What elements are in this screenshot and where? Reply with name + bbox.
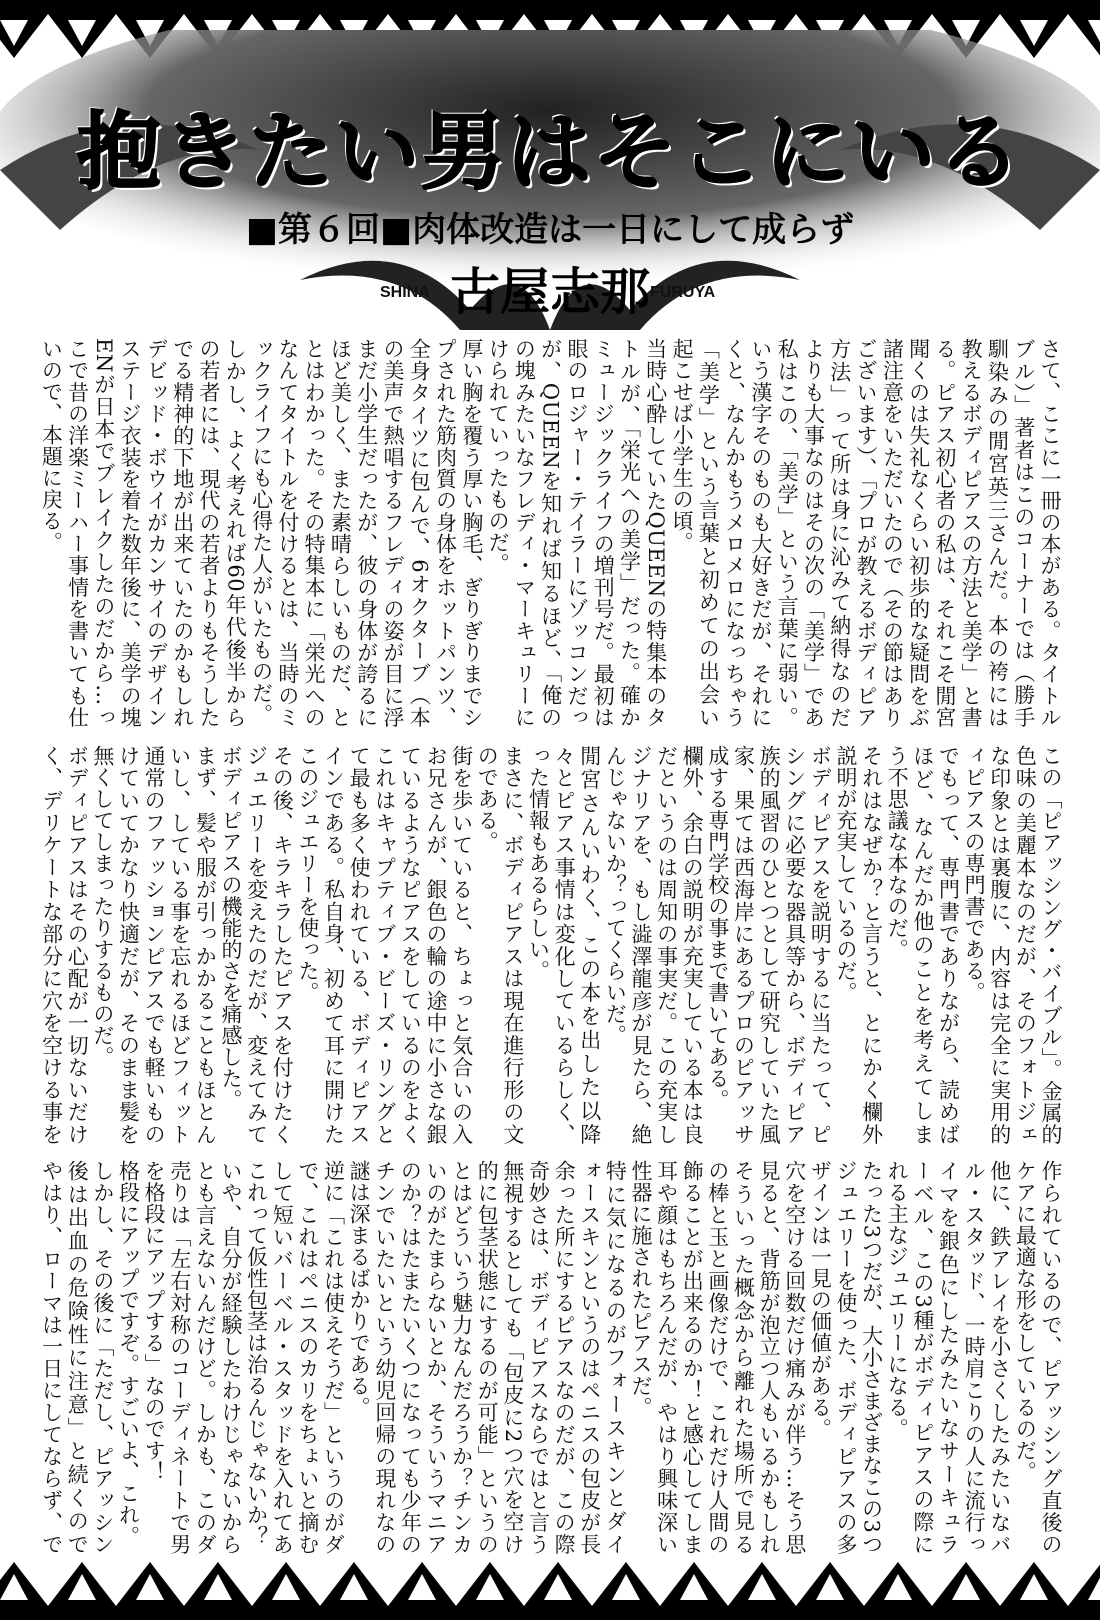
text-column: く、デリケートな部分に穴を空ける事を: [39, 745, 64, 1145]
text-column: しかし、よく考えれば60年代後半から: [223, 338, 248, 728]
text-column: いので、本題に戻る。: [39, 338, 64, 553]
text-column: ジュエリーを使った、ボディピアスの多: [834, 1160, 858, 1555]
text-column: 欄外、余白の説明が充実している本は良: [680, 745, 705, 1145]
text-column: いう漢字そのものも大好きだが、それに: [748, 338, 773, 728]
text-column: ているようなピアスをしているのをよく: [398, 745, 423, 1145]
text-column: しかし、その後に「ただし、ピアッシン: [90, 1160, 115, 1555]
text-column: これって仮性包茎は治るんじゃないか？: [244, 1160, 269, 1547]
text-column: シングに必要な器具等から、ボディピア: [782, 745, 807, 1145]
text-column: ボディピアスはその心配が一切ないだけ: [65, 745, 90, 1145]
text-column: ケアに最適な形をしているのだ。: [1013, 1160, 1038, 1483]
text-column: 格段にアップですぞ。すごいよ、これ。: [116, 1160, 141, 1547]
text-tier-1: [38, 338, 1063, 728]
text-column: いのがたまらないとか、そういうマニア: [424, 1160, 448, 1555]
text-column: う不思議な本なのだ。: [885, 745, 910, 960]
text-column: 「美学」という言葉と初めての出会い: [696, 338, 721, 728]
text-column: ジナリアを、もし澁澤龍彦が見たら、絶: [629, 745, 653, 1145]
text-column: さて、ここに一冊の本がある。タイトル: [1038, 338, 1062, 728]
text-column: まず、髪や服が引っかかることもほとん: [193, 745, 218, 1145]
text-column: よりも大事なのはその次の「美学」であ: [801, 338, 826, 728]
text-column: 全身タイツに包んで、6オクターブ（本: [407, 338, 432, 728]
text-column: のか？はたまたいくつになっても少年の: [398, 1160, 423, 1555]
text-column: 見ると、背筋が泡立つ人もいるかもしれ: [757, 1160, 782, 1555]
author-name: 古屋志那: [450, 263, 650, 321]
text-column: 奇妙さは、ボディピアスならではと言う: [526, 1160, 551, 1555]
author-first-name-en: SHINA: [380, 284, 430, 301]
text-column: けていてかなり快適だが、そのまま髪を: [116, 745, 141, 1145]
text-column: 閒宮さんいわく、この本を出した以降: [577, 745, 602, 1145]
text-column: を格段にアップする」なのです！: [142, 1160, 167, 1483]
text-column: ミュージックライフの増刊号だ。最初は: [591, 338, 616, 728]
text-column: ル・スタッド、一時肩こりの人に流行っ: [962, 1160, 987, 1555]
text-column: った情報もあるらしい。: [526, 745, 551, 982]
text-column: ボディピアスを説明するに当たって、ピ: [808, 745, 833, 1145]
text-column: ボディピアスの機能的さを痛感した。: [219, 745, 243, 1111]
text-column: て最も多く使われている、ボディピアス: [347, 745, 372, 1145]
text-column: 諸注意をいただいたので（その節はあり: [880, 338, 905, 728]
text-column: の美声で熱唱するフレディの姿が目に浮: [380, 338, 405, 728]
text-column: 余った所にするピアスなのだが、この際: [552, 1160, 577, 1555]
text-column: これはキャプティブ・ビーズ・リングと: [372, 745, 397, 1145]
text-column: とはわかった。その特集本に「栄光への: [302, 338, 327, 728]
text-column: のである。: [475, 745, 500, 853]
text-column: 飾ることが出来るのか！と感心してしま: [680, 1160, 705, 1555]
text-column: でる精神的下地が出来ていたのかもしれ: [170, 338, 195, 728]
text-column: この「ピアッシング・バイブル」。金属的: [1039, 745, 1063, 1145]
text-column: ステージ衣装を着た数年後に、美学の塊: [118, 338, 143, 728]
text-column: ォースキンというのはペニスの包皮が長: [577, 1160, 602, 1555]
text-column: まさに、ボディピアスは現在進行形の文: [500, 745, 525, 1145]
text-column: の棒と玉と画像だけで、これだけ人間の: [705, 1160, 730, 1555]
text-column: その後、キラキラしたピアスを付けたく: [270, 745, 295, 1145]
text-column: ジュエリーを変えたのだが、変えてみて: [244, 745, 269, 1145]
text-column: 説明が充実しているのだ。: [834, 745, 858, 1003]
text-column: やはり、ローマは一日にしてならず、で: [39, 1160, 64, 1555]
text-column: 逆に「これは使えそうだ」というのがダ: [321, 1160, 346, 1555]
text-column: それはなぜか？と言うと、とにかく欄外: [859, 745, 884, 1145]
text-column: いし、している事を忘れるほどフィット: [167, 745, 192, 1145]
text-column: 他に、鉄アレイを小さくしたみたいなバ: [987, 1160, 1012, 1555]
text-column: の塊みたいなフレディ・マーキュリーに: [512, 338, 537, 728]
text-column: ィピアスの専門書である。: [962, 745, 987, 1003]
text-column: このジュエリーを使った。: [295, 745, 320, 1003]
decorative-border-bottom: [0, 1560, 1100, 1620]
text-column: けられていったものだ。: [486, 338, 511, 575]
text-column: 馴染みの閒宮英三さんだ。本の袴には: [985, 338, 1010, 728]
text-column: でもって、専門書でありながら、読めば: [936, 745, 961, 1145]
text-column: 後は出血の危険性に注意」と続くので: [65, 1160, 90, 1555]
text-column: そういった概念から離れた場所で見る: [731, 1160, 756, 1555]
text-column: デビッド・ボウイがカンサイのデザイン: [144, 338, 169, 728]
text-column: 教えるボディピアスの方法と美学」と書: [959, 338, 984, 728]
author-last-name-en: FURUYA: [650, 284, 716, 301]
text-column: 々とピアス事情は変化しているらしく、: [552, 745, 577, 1145]
text-column: 厚い胸を覆う厚い胸毛、ぎりぎりまでシ: [459, 338, 484, 728]
text-column: 謎は深まるばかりである。: [347, 1160, 372, 1418]
text-column: とはどういう魅力なんだろうか？チンカ: [449, 1160, 474, 1555]
text-column: いや、自分が経験したわけじゃないから: [219, 1160, 243, 1555]
text-tier-3: [38, 1160, 1063, 1555]
text-column: インである。私自身、初めて耳に開けた: [321, 745, 346, 1145]
text-column: 族的風習のひとつとして研究していた風: [757, 745, 782, 1145]
text-column: 性器に施されたピアスだ。: [629, 1160, 653, 1418]
text-column: お兄さんが、銀色の輪の途中に小さな銀: [424, 745, 448, 1145]
text-column: 成する専門学校の事まで書いてある。: [705, 745, 730, 1111]
text-column: 方法」って所は身に沁みて納得なのだ: [827, 338, 852, 728]
text-column: ブル）」著者はこのコーナーでは（勝手: [1011, 338, 1036, 728]
text-column: ーベル、この3種がボディピアスの際に: [910, 1160, 935, 1555]
text-column: トルが、「栄光への美学」だった。確か: [617, 338, 642, 728]
text-column: 通常のファッションピアスでも軽いもの: [142, 745, 167, 1145]
text-column: の若者には、現代の若者よりもそうした: [197, 338, 221, 728]
text-column: な印象とは裏腹に、内容は完全に実用的: [987, 745, 1012, 1145]
text-column: 当時心酔していたQUEENの特集本のタ: [643, 338, 668, 728]
text-column: たった3つだが、大小さまざまなこの3つ: [859, 1160, 884, 1555]
text-column: ございます）、「プロが教えるボディピア: [854, 338, 879, 728]
text-column: 特に気になるのがフォースキンとダイ: [603, 1160, 628, 1555]
text-column: 無くしてしまったりするものだ。: [90, 745, 115, 1068]
text-column: 街を歩いていると、ちょっと気合いの入: [449, 745, 474, 1145]
text-column: れる主なジュエリーになる。: [885, 1160, 910, 1440]
text-column: る。ピアス初心者の私は、それこそ閒宮: [932, 338, 957, 728]
text-column: チンでいたいという幼児回帰の現れなの: [372, 1160, 397, 1555]
text-column: 眼のロジャー・テイラーにゾッコンだっ: [564, 338, 589, 728]
text-column: 起こせば小学生の頃。: [670, 338, 695, 553]
text-column: だというのは周知の事実だ。この充実し: [654, 745, 679, 1145]
article-header: [0, 30, 1100, 330]
text-column: くと、なんかもうメロメロになっちゃう: [722, 338, 747, 728]
text-column: 作られているので、ピアッシング直後の: [1039, 1160, 1063, 1555]
article-subtitle: ■第６回■肉体改造は一日にして成らず: [245, 210, 855, 250]
text-column: まだ小学生だったが、彼の身体が誇るに: [354, 338, 379, 728]
text-column: 的に包茎状態にするのが可能」というの: [475, 1160, 500, 1555]
text-column: 色味の美麗本なのだが、そのフォトジェ: [1013, 745, 1038, 1145]
text-column: プされた筋肉質の身体をホットパンツ、: [433, 338, 458, 728]
text-column: ほど、なんだか他のことを考えてしま: [910, 745, 935, 1145]
text-column: んじゃないか？ってくらいだ。: [603, 745, 628, 1046]
text-column: 私はこの、「美学」という言葉に弱い。: [775, 338, 800, 728]
text-column: 売りは「左右対称のコーディネートで男: [167, 1160, 192, 1555]
text-column: ほど美しく、また素晴らしいものだ、と: [328, 338, 353, 728]
text-column: 穴を空ける回数だけ痛みが伴う…そう思: [782, 1160, 807, 1555]
text-column: で、これはペニスのカリをちょいと摘む: [295, 1160, 320, 1555]
author-byline: [0, 252, 1100, 321]
text-column: 聞くのは失礼なくらい初歩的な疑問をぶ: [906, 338, 931, 728]
article-title: 抱きたい男はそこにいる: [76, 103, 1023, 201]
text-column: ENが日本でブレイクしたのだから…っ: [91, 338, 116, 728]
text-column: イマを銀色にしたみたいなサーキュラ: [936, 1160, 961, 1555]
text-column: なんてタイトルを付けるとは、当時のミ: [275, 338, 300, 728]
text-column: ザインは一見の価値がある。: [808, 1160, 833, 1440]
text-column: とも言えないんだけど。しかも、このダ: [193, 1160, 218, 1555]
text-column: が、QUEENを知れば知るほど、「俺の: [538, 338, 563, 728]
text-column: ックライフにも心得た人がいたものだ。: [249, 338, 274, 725]
text-column: して短いバーベル・スタッドを入れてあ: [270, 1160, 295, 1555]
text-column: 耳や顔はもちろんだが、やはり興味深い: [654, 1160, 679, 1555]
text-column: 家、果ては西海岸にあるプロのピアッサ: [731, 745, 756, 1145]
text-column: 無視するとしても「包皮に2つ穴を空け: [500, 1160, 525, 1555]
text-column: こで昔の洋楽ミーハー事情を書いても仕: [65, 338, 90, 728]
text-tier-2: [38, 745, 1063, 1145]
